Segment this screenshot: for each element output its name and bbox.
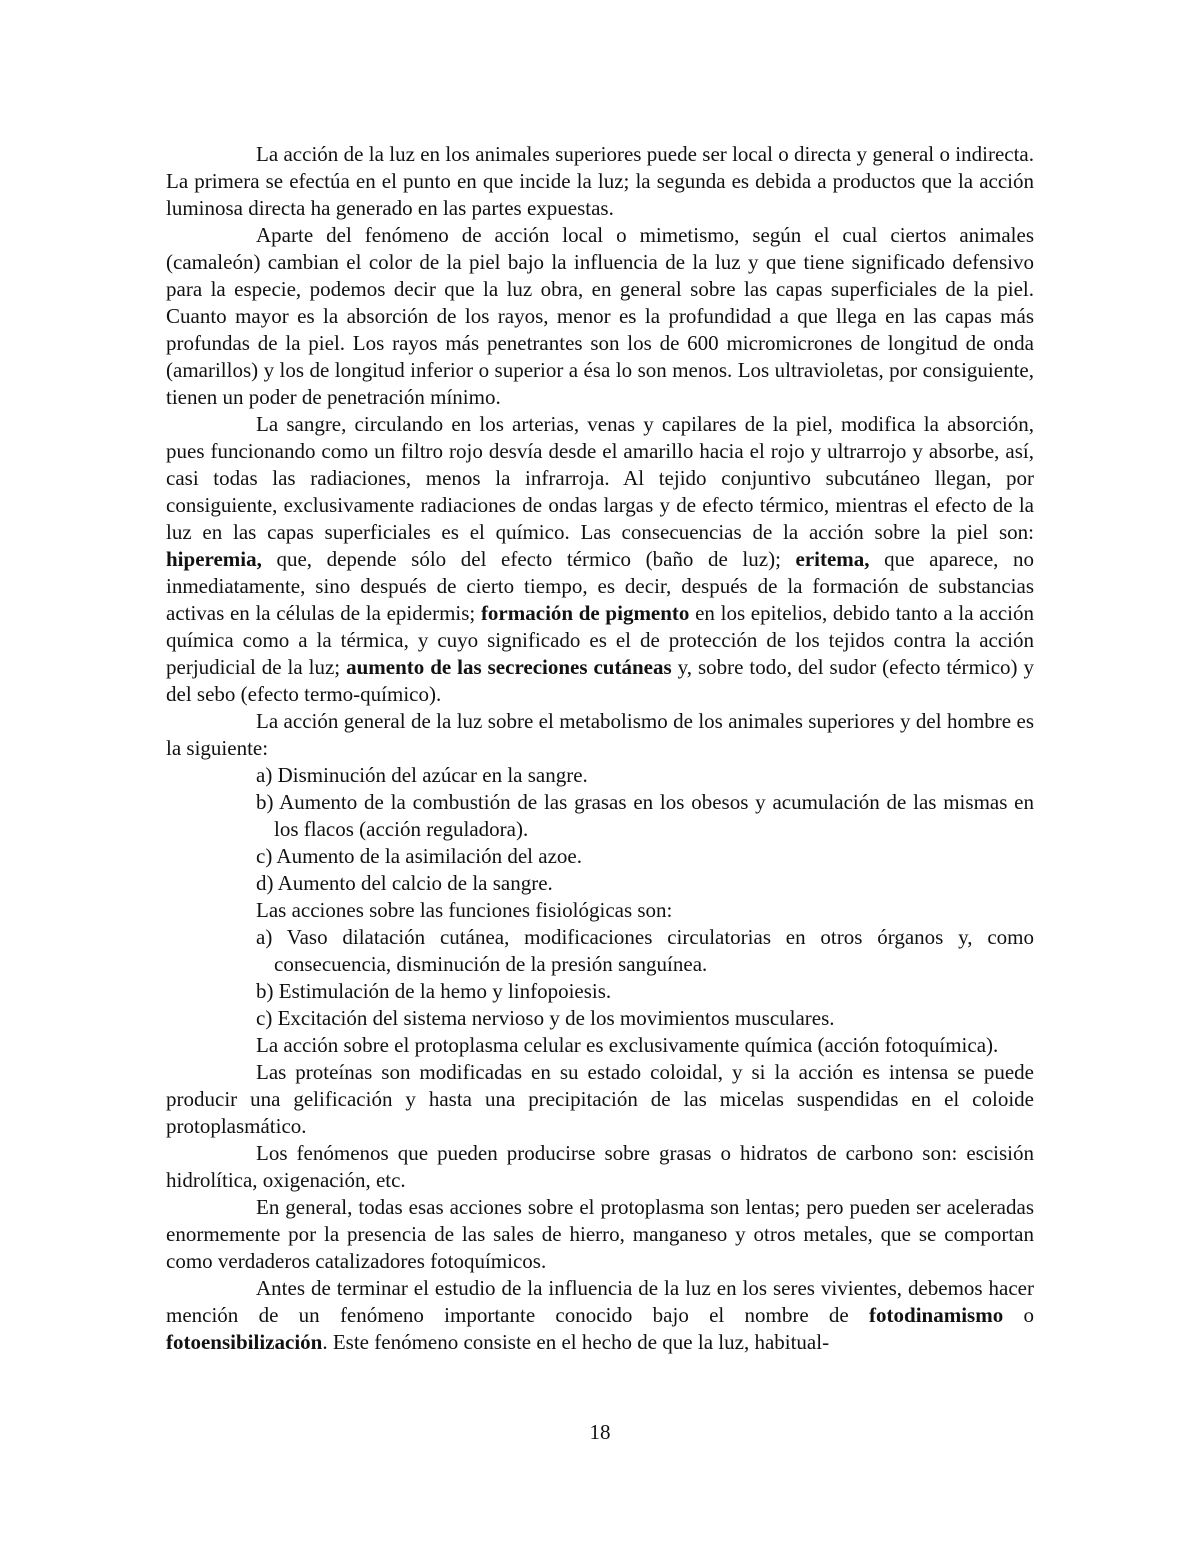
list-item	[166, 897, 1034, 924]
text-run: o	[1003, 1303, 1034, 1327]
bold-term: aumento de las secreciones cutáneas	[346, 655, 672, 679]
page-number: 18	[589, 1420, 611, 1444]
text-run: b) Aumento de la combustión de las grasas en los obesos y acumulación de las mismas en los flacos (acción reguladora).	[256, 790, 1034, 841]
bold-term: hiperemia,	[166, 547, 262, 571]
list-item	[166, 978, 1034, 1005]
list-item	[166, 924, 1034, 978]
text-run: Antes de terminar el estudio de la influencia de la luz en los seres vivientes, debemos hacer mención de un fenómeno importante conocido bajo el nombre de	[166, 1276, 1034, 1327]
text-run: Las acciones sobre las funciones fisiológicas son:	[256, 898, 673, 922]
list-item	[166, 843, 1034, 870]
text-run: Los fenómenos que pueden producirse sobre grasas o hidratos de carbono son: escisión hidrolítica, oxigenación, etc.	[166, 1141, 1034, 1192]
text-run: c) Aumento de la asimilación del azoe.	[256, 844, 582, 868]
paragraph	[166, 1059, 1034, 1140]
text-run: . Este fenómeno consiste en el hecho de que la luz, habitual-	[322, 1330, 830, 1354]
paragraph	[166, 411, 1034, 708]
paragraph	[166, 1140, 1034, 1194]
bold-term: eritema,	[795, 547, 870, 571]
text-run: que, depende sólo del efecto térmico (baño de luz);	[261, 547, 796, 571]
text-run: La acción de la luz en los animales superiores puede ser local o directa y general o indirecta. La primera se efectúa en el punto en que incide la luz; la segunda es debida a productos que la acción luminosa directa ha generado en las partes expuestas.	[166, 142, 1034, 220]
text-run: En general, todas esas acciones sobre el protoplasma son lentas; pero pueden ser aceleradas enormemente por la presencia de las sales de hierro, manganeso y otros metales, que se comportan como verdaderos catalizadores fotoquímicos.	[166, 1195, 1034, 1273]
text-run: a) Vaso dilatación cutánea, modificaciones circulatorias en otros órganos y, como consecuencia, disminución de la presión sanguínea.	[256, 925, 1034, 976]
bold-term: fotodinamismo	[869, 1303, 1004, 1327]
text-run: en los epitelios, debido tanto a la acción química como a la térmica, y cuyo significado es el de protección de los tejidos contra la acción perjudicial de la luz;	[166, 601, 1034, 679]
text-run: y, sobre todo, del sudor (efecto térmico) y del sebo (efecto termo-químico).	[166, 655, 1034, 706]
text-run: c) Excitación del sistema nervioso y de los movimientos musculares.	[256, 1006, 835, 1030]
text-run: La acción sobre el protoplasma celular es exclusivamente química (acción fotoquímica).	[256, 1033, 999, 1057]
text-run: d) Aumento del calcio de la sangre.	[256, 871, 553, 895]
text-run: La sangre, circulando en los arterias, venas y capilares de la piel, modifica la absorción, pues funcionando como un filtro rojo desvía desde el amarillo hacia el rojo y ultrarrojo y absorbe, así, casi todas las radiaciones, menos la infrarroja. Al tejido conjuntivo subcutáneo llegan, por consiguiente, exclusivamente radiaciones de ondas largas y de efecto térmico, mientras el efecto de la luz en las capas superficiales es el químico. Las consecuencias de la acción sobre la piel son:	[166, 412, 1034, 544]
paragraph	[166, 1032, 1034, 1059]
text-run: Aparte del fenómeno de acción local o mimetismo, según el cual ciertos animales (camaleón) cambian el color de la piel bajo la influencia de la luz y que tiene significado defensivo para la especie, podemos decir que la luz obra, en general sobre las capas superficiales de la piel. Cuanto mayor es la absorción de los rayos, menor es la profundidad a que llega en las capas más profundas de la piel. Los rayos más penetrantes son los de 600 micromicrones de longitud de onda (amarillos) y los de longitud inferior o superior a ésa lo son menos. Los ultravioletas, por consiguiente, tienen un poder de penetración mínimo.	[166, 223, 1034, 409]
text-run: a) Disminución del azúcar en la sangre.	[256, 763, 588, 787]
body-text	[166, 141, 1034, 1356]
paragraph	[166, 141, 1034, 222]
paragraph	[166, 1275, 1034, 1356]
bold-term: formación de pigmento	[480, 601, 690, 625]
text-run: que aparece, no inmediatamente, sino después de cierto tiempo, es decir, después de la formación de substancias activas en la células de la epidermis;	[166, 547, 1035, 625]
text-run: b) Estimulación de la hemo y linfopoiesis.	[256, 979, 612, 1003]
paragraph	[166, 1194, 1034, 1275]
text-run: La acción general de la luz sobre el metabolismo de los animales superiores y del hombre es la siguiente:	[166, 709, 1034, 760]
text-run: Las proteínas son modificadas en su estado coloidal, y si la acción es intensa se puede producir una gelificación y hasta una precipitación de las micelas suspendidas en el coloide protoplasmático.	[166, 1060, 1034, 1138]
paragraph	[166, 708, 1034, 762]
list-item	[166, 870, 1034, 897]
list-item	[166, 1005, 1034, 1032]
bold-term: fotoensibilización	[166, 1330, 323, 1354]
paragraph	[166, 222, 1034, 411]
list-item	[166, 789, 1034, 843]
list-item	[166, 762, 1034, 789]
